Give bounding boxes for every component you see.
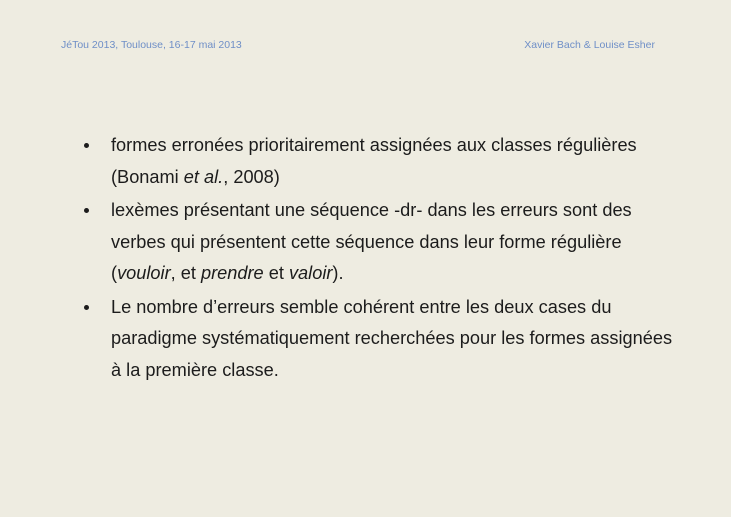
bullet-1-text-end: , 2008)	[223, 166, 280, 187]
bullet-1-italic: et al.	[183, 166, 224, 187]
bullet-list	[84, 130, 674, 388]
bullet-3-text: Le nombre d’erreurs semble cohérent entre les deux cases du paradigme systématiquement recherchées pour les formes assignées à la première classe.	[111, 296, 673, 380]
bullet-2-text-mid2: et	[263, 263, 289, 283]
bullet-item-1	[84, 130, 674, 193]
bullet-2-text: lexèmes présentant une séquence -dr- dans les erreurs sont des verbes qui présentent cette séquence dans leur forme régulière (	[111, 200, 632, 283]
header-authors: Xavier Bach & Louise Esher	[524, 39, 655, 51]
bullet-dot-icon	[84, 143, 89, 148]
bullet-dot-icon	[84, 305, 89, 310]
bullet-1-text: formes erronées prioritairement assignées aux classes régulières (Bonami	[111, 135, 637, 187]
bullet-item-3	[84, 292, 674, 387]
bullet-item-2	[84, 195, 674, 290]
slide-header	[61, 38, 655, 52]
header-event-info: JéTou 2013, Toulouse, 16-17 mai 2013	[61, 39, 242, 51]
bullet-2-italic-prendre: prendre	[200, 263, 264, 283]
bullet-2-italic-valoir: valoir	[288, 263, 333, 283]
bullet-2-text-end: ).	[332, 263, 344, 283]
bullet-2-text-mid: , et	[170, 263, 201, 283]
bullet-dot-icon	[84, 208, 89, 213]
bullet-2-italic-vouloir: vouloir	[117, 263, 171, 283]
